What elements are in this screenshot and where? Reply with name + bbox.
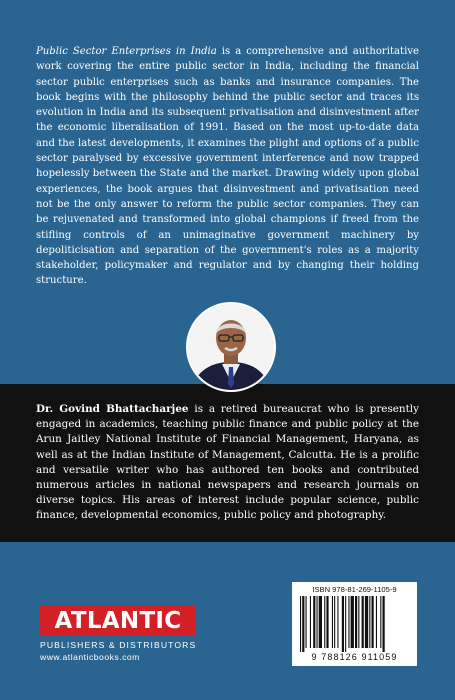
barcode-bar — [362, 596, 364, 648]
barcode-bar — [334, 596, 335, 648]
barcode-bar — [319, 596, 322, 648]
barcode-bar — [302, 596, 304, 652]
barcode-bar — [376, 596, 377, 648]
barcode-bar — [372, 596, 374, 648]
book-description — [36, 44, 419, 289]
barcode-bar — [358, 596, 359, 648]
publisher-logo — [40, 606, 200, 662]
barcode-bar — [324, 596, 325, 648]
barcode-bar — [351, 596, 354, 648]
isbn-number: 9 788126 911059 — [311, 652, 398, 662]
barcode-bar — [380, 596, 381, 648]
publisher-url: www.atlanticbooks.com — [40, 652, 140, 662]
isbn-label: ISBN 978-81-269-1105-9 — [312, 585, 397, 594]
barcode-bar — [369, 596, 370, 648]
publisher-subtitle: PUBLISHERS & DISTRIBUTORS — [40, 640, 197, 650]
isbn-barcode — [292, 582, 417, 666]
barcode-bar — [313, 596, 315, 648]
author-bio-text: is a retired bureaucrat who is presently engaged in academics, teaching public finance and public policy at the Arun Jaitley National Institute of Financial Management, Haryana, as well as at the Indian Institute of Management, Calcutta. He is a prolific and versatile writer who has authored ten books and contributed numerous articles in national newspapers and research journals on diverse topics. His areas of interest include popular science, public finance, developmental economics, public policy and photography. — [36, 403, 419, 522]
book-title: Public Sector Enterprises in India — [36, 46, 217, 57]
author-bio — [36, 402, 419, 524]
barcode-bar — [317, 596, 318, 648]
publisher-name: ATLANTIC — [40, 606, 196, 636]
barcode-bars — [300, 596, 409, 652]
author-name: Dr. Govind Bhattacharjee — [36, 403, 189, 415]
barcode-bar — [326, 596, 328, 648]
barcode-bar — [332, 596, 333, 648]
barcode-bar — [310, 596, 311, 648]
author-photo-image — [188, 304, 274, 390]
description-text: is a comprehensive and authoritative work covering the entire public sector in India, including the financial sector public enterprises such as banks and insurance companies. The book begins with the philosophy behind the public sector and traces its evolution in India and its subsequent privatisation and disinvestment after the economic liberalisation of 1991. Based on the most up-to-date data and the latest developments, it examines the plight and options of a public sector paralysed by excessive government interference and now trapped hopelessly between the State and the market. Drawing widely upon global experiences, the book argues that disinvestment and privatisation need not be the only answer to reform the public sector companies. They can be rejuvenated and transformed into global champions if freed from the stifling controls of an unimaginative government machinery by depoliticisation and separation of the government's roles as a majority stakeholder, policymaker and regulator and by changing their holding structure. — [36, 46, 420, 287]
barcode-bar — [342, 596, 344, 652]
barcode-bar — [300, 596, 301, 652]
barcode-bar — [345, 596, 346, 652]
barcode-bar — [355, 596, 357, 648]
barcode-bar — [383, 596, 385, 652]
barcode-bar — [306, 596, 307, 648]
barcode-bar — [365, 596, 368, 648]
barcode-bar — [337, 596, 338, 648]
author-photo — [186, 302, 276, 392]
barcode-bar — [348, 596, 349, 648]
